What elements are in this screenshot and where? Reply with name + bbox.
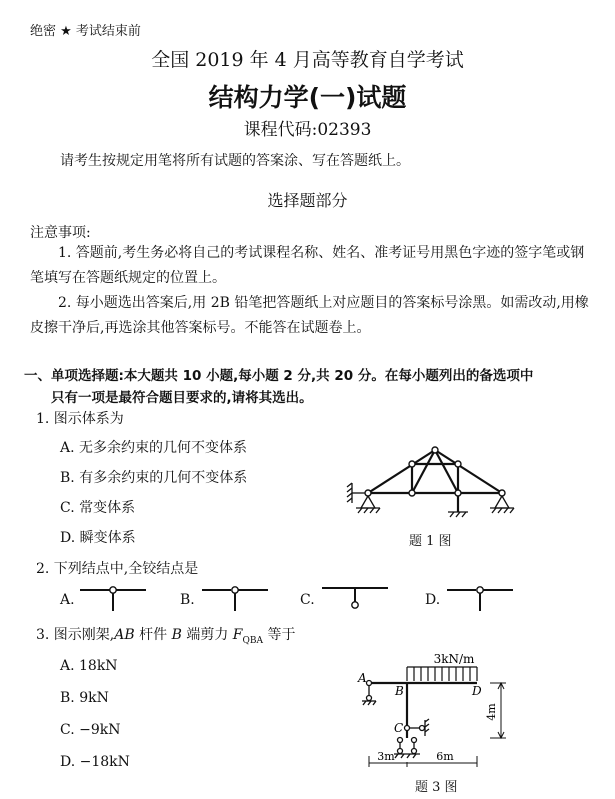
- question-1-stem: 1. 图示体系为: [36, 411, 124, 427]
- question-1-option-d: D. 瞬变体系: [60, 530, 136, 546]
- answer-instruction: 请考生按规定用笔将所有试题的答案涂、写在答题纸上。: [60, 153, 410, 169]
- span-right-label: 6m: [436, 750, 454, 763]
- question-1-figure-caption: 题 1 图: [409, 534, 452, 549]
- question-3-stem: 3. 图示刚架,AB 杆件 B 端剪力 $F_{QBA}$ 等于: [36, 627, 296, 646]
- question-1-truss-figure: [340, 440, 520, 530]
- question-3-option-c: C. −9kN: [60, 722, 121, 738]
- question-3-option-d: D. −18kN: [60, 754, 130, 770]
- course-code: 课程代码:02393: [243, 120, 372, 140]
- frame-label-d: D: [472, 684, 482, 698]
- question-1-option-b: B. 有多余约束的几何不变体系: [60, 470, 248, 486]
- question-1-option-a: A. 无多余约束的几何不变体系: [60, 440, 248, 456]
- load-label: 3kN/m: [433, 652, 475, 666]
- question-2-option-a: A.: [60, 592, 75, 608]
- paper-title: 结构力学(一)试题: [208, 83, 407, 112]
- question-2-joint-b-figure: [200, 583, 270, 613]
- section-title: 选择题部分: [267, 191, 348, 210]
- question-3-option-a: A. 18kN: [60, 658, 118, 674]
- span-left-label: 3m: [377, 750, 395, 763]
- frame-label-a: A: [358, 671, 367, 685]
- question-3-frame-figure: [350, 650, 515, 780]
- frame-label-c: C: [394, 721, 404, 735]
- question-2-option-c: C.: [300, 592, 315, 608]
- question-2-option-d: D.: [425, 592, 441, 608]
- question-2-joint-d-figure: [445, 583, 515, 613]
- question-2-joint-c-figure: [320, 583, 390, 613]
- question-3-option-b: B. 9kN: [60, 690, 109, 706]
- notes-title: 注意事项:: [30, 225, 91, 241]
- question-2-stem: 2. 下列结点中,全铰结点是: [36, 561, 199, 577]
- question-3-figure-caption: 题 3 图: [415, 780, 458, 795]
- top-secret-label: 绝密 ★ 考试结束前: [30, 24, 141, 39]
- part1-heading: 一、单项选择题:本大题共 10 小题,每小题 2 分,共 20 分。在每小题列出的备选项中: [24, 368, 534, 384]
- exam-title: 全国 2019 年 4 月高等教育自学考试: [151, 49, 464, 71]
- part1-heading-cont: 只有一项是最符合题目要求的,请将其选出。: [51, 390, 313, 406]
- question-1-option-c: C. 常变体系: [60, 500, 136, 516]
- question-2-option-b: B.: [180, 592, 195, 608]
- note-item-1: 1. 答题前,考生务必将自己的考试课程名称、姓名、准考证号用黑色字迹的签字笔或钢笔填写在答题纸规定的位置上。: [30, 245, 585, 286]
- frame-label-b: B: [395, 684, 404, 698]
- height-dimension-label: 4m: [485, 703, 498, 721]
- question-2-joint-a-figure: [78, 583, 148, 613]
- note-item-2: 2. 每小题选出答案后,用 2B 铅笔把答题纸上对应题目的答案标号涂黑。如需改动,用橡皮擦干净后,再选涂其他答案标号。不能答在试题卷上。: [30, 295, 589, 336]
